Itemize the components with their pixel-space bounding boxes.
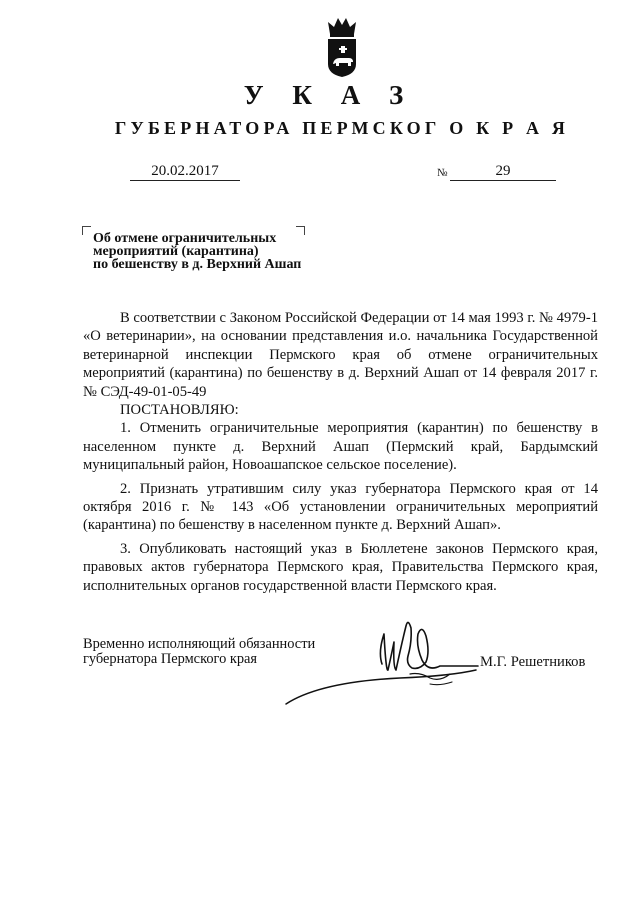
subject-line-2: мероприятий (карантина) — [93, 244, 259, 259]
position-line-2: губернатора Пермского края — [83, 651, 258, 667]
subject-corner-left — [82, 226, 91, 235]
item-1-paragraph: 1. Отменить ограничительные мероприятия (карантин) по бешенству в населенном пункте д. Верхний Ашап (Пермский край, Бардымский муниципальный район, Новоашапское сельское поселение). — [83, 420, 598, 474]
document-subtitle: ГУБЕРНАТОРА ПЕРМСКОГ О К Р А Я — [114, 118, 570, 138]
document-title: У К А З — [243, 80, 415, 110]
subject-line-1: Об отмене ограничительных — [93, 231, 277, 246]
handwritten-signature — [280, 612, 500, 722]
decree-keyword: ПОСТАНОВЛЯЮ: — [120, 402, 239, 419]
decree-number: 29 — [450, 162, 556, 181]
position-line-1: Временно исполняющий обязанности — [83, 636, 316, 652]
number-sign: № — [437, 167, 448, 179]
signatory-name: М.Г. Решетников — [480, 654, 586, 670]
decree-date: 20.02.2017 — [130, 162, 240, 181]
item-3-paragraph: 3. Опубликовать настоящий указ в Бюллетене законов Пермского края, правовых актов губернатора Пермского края, Правительства Пермского края, исполнительных органов государственной власти Пермского края. — [83, 540, 598, 594]
decree-body — [83, 309, 598, 595]
item-2-paragraph: 2. Признать утратившим силу указ губернатора Пермского края от 14 октября 2016 г. № 143 «Об установлении ограничительных мероприятий (карантина) по бешенству в населенном пункте д. Верхний Ашап». — [83, 480, 598, 534]
subject-line-3: по бешенству в д. Верхний Ашап — [93, 257, 302, 272]
decree-subject — [93, 232, 323, 271]
perm-krai-coat-of-arms-icon — [322, 14, 362, 80]
preamble-paragraph: В соответствии с Законом Российской Федерации от 14 мая 1993 г. № 4979-1 «О ветеринарии», на основании представления и.о. начальника Государственной ветеринарной инспекции Пермского края об отмене ограничительных мероприятий (карантина) по бешенству в д. Верхний Ашап от 14 февраля 2017 г. № СЭД-49-01-05-49 — [83, 310, 598, 400]
